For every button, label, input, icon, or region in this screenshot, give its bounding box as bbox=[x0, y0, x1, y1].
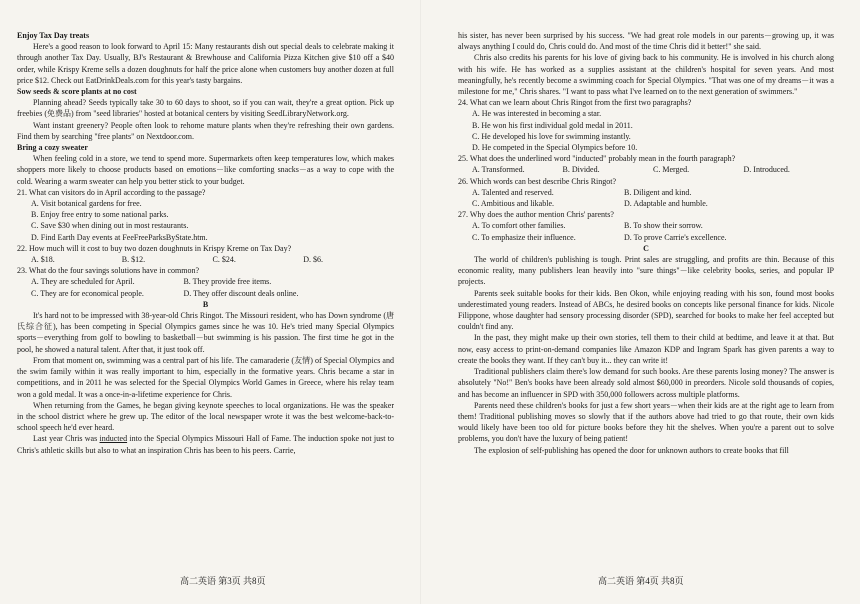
q25-option-d: D. Introduced. bbox=[743, 165, 790, 175]
q25-option-c: C. Merged. bbox=[653, 165, 690, 175]
q22-option-a: A. $18. bbox=[31, 255, 55, 265]
q26-option-d: D. Adaptable and humble. bbox=[624, 199, 708, 209]
q21-option-d: D. Find Earth Day events at FeeFreeParksByState.htm. bbox=[31, 232, 208, 242]
q26-options-row-2 bbox=[458, 198, 834, 209]
q23-option-a: A. They are scheduled for April. bbox=[31, 277, 135, 287]
q27-option-c: C. To emphasize their influence. bbox=[472, 232, 576, 242]
q25-option-a: A. Transformed. bbox=[472, 165, 525, 175]
page-3-footer: 高二英语 第3页 共8页 bbox=[180, 576, 266, 586]
paragraph-b1: It's hard not to be impressed with 38-year-old Chris Ringot. The Missouri resident, who has Down syndrome (唐氏综合征), has been competing in Special Olympics games since he was 10. He's tried many Special Olympics sports－everything from golf to bowling to basketball－but swimming is his passion. The first time he got in the pool, he showed a natural talent. After that, it just took off. bbox=[17, 311, 394, 354]
section-title-seeds: Sow seeds & score plants at no cost bbox=[17, 87, 137, 97]
q23-options-row-1 bbox=[17, 276, 394, 287]
q21-option-b: B. Enjoy free entry to some national parks. bbox=[31, 210, 169, 220]
question-25: 25. What does the underlined word "inducted" probably mean in the fourth paragraph? bbox=[458, 154, 736, 164]
passage-c-heading: C bbox=[643, 243, 649, 253]
q27-option-b: B. To show their sorrow. bbox=[624, 221, 703, 231]
paragraph-sweater: When feeling cold in a store, we tend to spend more. Supermarkets often keep temperatures low, which makes shoppers more likely to choose products based on emotions－like comforting snacks－as a way to cope with the cold. Wearing a warm sweater can help you better stick to your budget. bbox=[17, 154, 394, 186]
q27-options-row-1 bbox=[458, 220, 834, 231]
q22-option-d: D. $6. bbox=[303, 255, 324, 265]
paragraph-b4-start: Last year Chris was bbox=[33, 434, 100, 444]
q27-option-a: A. To comfort other families. bbox=[472, 221, 566, 231]
paragraph-c5: Parents need these children's books for just a few short years－when their kids are at the right age to learn from them! Traditional publishing moves so slowly that if the authors above had tried to go that route, their own kids would likely have been too old for picture books before they hit the shelves. When you're a parent out to solve problems, you don't have the luxury of being patient! bbox=[458, 400, 834, 444]
question-21: 21. What can visitors do in April according to the passage? bbox=[17, 187, 206, 197]
question-23: 23. What do the four savings solutions have in common? bbox=[17, 266, 200, 276]
paragraph-greenery: Want instant greenery? People often look to rehome mature plants when they're refreshing their own gardens. Find them by searching "free plants" on Nextdoor.com. bbox=[17, 120, 394, 141]
q27-options-row-2 bbox=[458, 232, 834, 243]
paragraph-b4-continued: his sister, has never been surprised by his success. "We had great role models in our parents－growing up, it was always anything I could do, Chris could do. And most of the time Chris did it better!" she said. bbox=[458, 31, 834, 52]
q21-option-a: A. Visit botanical gardens for free. bbox=[31, 199, 142, 209]
q23-options-row-2 bbox=[17, 288, 394, 299]
paragraph-c4: Traditional publishers claim there's low demand for such books. Are these parents losing money? The answer is absolutely "No!" Ben's books have been already sold almost $60,000 in preorders. Nicole sold thousands of copies, and has become an influencer in SPD with 350,000 followers across multiple platforms. bbox=[458, 367, 834, 399]
passage-b-heading: B bbox=[202, 299, 209, 309]
page-gutter bbox=[420, 0, 421, 604]
q23-option-b: B. They provide free items. bbox=[183, 277, 272, 287]
q24-option-c: C. He developed his love for swimming instantly. bbox=[472, 131, 631, 141]
q23-option-c: C. They are for economical people. bbox=[31, 288, 144, 298]
paragraph-b4 bbox=[17, 433, 394, 455]
q25-options bbox=[458, 164, 834, 175]
paragraph-c6: The explosion of self-publishing has opened the door for unknown authors to create books that fill bbox=[474, 445, 789, 455]
question-27: 27. Why does the author mention Chris' parents? bbox=[458, 210, 614, 220]
section-title-tax-day: Enjoy Tax Day treats bbox=[17, 31, 90, 40]
paragraph-b2: From that moment on, swimming was a central part of his life. The camaraderie (友情) of Special Olympics and the swim family within it was really important to him, especially in the formative years. Chris became a star in competitions, and in 2011 he was selected for the Special Olympics World Games in Greece, where his relay team won a gold medal. It was a once-in-a-lifetime experience for Chris. bbox=[17, 355, 394, 399]
question-22: 22. How much will it cost to buy two dozen doughnuts in Krispy Kreme on Tax Day? bbox=[17, 243, 292, 253]
q24-option-b: B. He won his first individual gold medal in 2011. bbox=[472, 120, 633, 130]
q22-option-b: B. $12. bbox=[121, 255, 146, 265]
q25-option-b: B. Divided. bbox=[562, 165, 600, 175]
page-4-column bbox=[458, 30, 834, 456]
page-3-column bbox=[17, 30, 394, 456]
paragraph-b4-end: into the Special Olympics Missouri Hall of Fame. The induction spoke not just to Chris's athletic skills but also to what an inspiration Chris has been to his peers. Carrie, bbox=[17, 434, 394, 455]
paragraph-c1: The world of children's publishing is tough. Print sales are struggling, and profits are thin. Because of this economic reality, many publishers lean heavily into "sure things"－like celebrity books, series, and popular IP projects. bbox=[458, 255, 834, 287]
q26-option-b: B. Diligent and kind. bbox=[624, 187, 692, 197]
paragraph-seeds: Planning ahead? Seeds typically take 30 to 60 days to shoot, so if you can wait, they're a great option. Pick up freebies (免费品) from "seed libraries" hosted at botanical centers by visiting SeedLibraryNetwork.org. bbox=[17, 98, 394, 119]
question-26: 26. Which words can best describe Chris Ringot? bbox=[458, 176, 617, 186]
paragraph-tax-day: Here's a good reason to look forward to April 15: Many restaurants dish out special deals to celebrate making it through another Tax Day. Usually, BJ's Restaurant & Brewhouse and California Pizza Kitchen give $10 off a $40 order, while Krispy Kreme sells a dozen doughnuts for half the price alone when customers buy another dozen at full price $12. Check out EatDrinkDeals.com for this year's tasty bargains. bbox=[17, 42, 394, 85]
q23-option-d: D. They offer discount deals online. bbox=[183, 288, 299, 298]
q24-option-a: A. He was interested in becoming a star. bbox=[472, 109, 602, 119]
question-24: 24. What can we learn about Chris Ringot from the first two paragraphs? bbox=[458, 98, 692, 108]
q24-option-d: D. He competed in the Special Olympics before 10. bbox=[472, 143, 638, 153]
q21-option-c: C. Save $30 when dining out in most restaurants. bbox=[31, 221, 189, 231]
paragraph-c2: Parents seek suitable books for their kids. Ben Okon, while enjoying reading with his son, found most books underestimated young readers. Instead of ABCs, he desired books on concepts like personal finance for kids. Nicole Filippone, whose daughter had sensory processing disorder (SPD), searched for books to make her feel accepted but couldn't find any. bbox=[458, 288, 834, 332]
section-title-sweater: Bring a cozy sweater bbox=[17, 143, 88, 153]
q26-option-c: C. Ambitious and likable. bbox=[472, 199, 554, 209]
q22-options bbox=[17, 254, 394, 265]
underlined-word-inducted: inducted bbox=[99, 434, 128, 444]
q26-options-row-1 bbox=[458, 187, 834, 198]
q26-option-a: A. Talented and reserved. bbox=[472, 187, 554, 197]
paragraph-c3: In the past, they might make up their own stories, tell them to their child at bedtime, and leave it at that. But now, easy access to print-on-demand companies like Amazon KDP and Ingram Spark has given parents a way to create the books they want. If they can't buy it... they can write it! bbox=[458, 333, 834, 365]
paragraph-b3: When returning from the Games, he began giving keynote speeches to local organizations. He was the speaker in the school district where he grew up. The editor of the local newspaper wrote it was the best welcome-back-to-school speech he'd ever heard. bbox=[17, 400, 394, 433]
q27-option-d: D. To prove Carrie's excellence. bbox=[624, 232, 727, 242]
q22-option-c: C. $24. bbox=[212, 255, 236, 265]
paragraph-b5: Chris also credits his parents for his love of giving back to his community. He is involved in his church along with his wife. He has worked as a supplies assistant at the children's hospital for seven years. And most meaningfully, he's recently become a swimming coach for Special Olympics. "That was one of my dreams－it was a milestone for me," Chris shares. "I want to pass what I've learned on to the next generation of swimmers." bbox=[458, 53, 834, 97]
page-4-footer: 高二英语 第4页 共8页 bbox=[598, 576, 684, 586]
